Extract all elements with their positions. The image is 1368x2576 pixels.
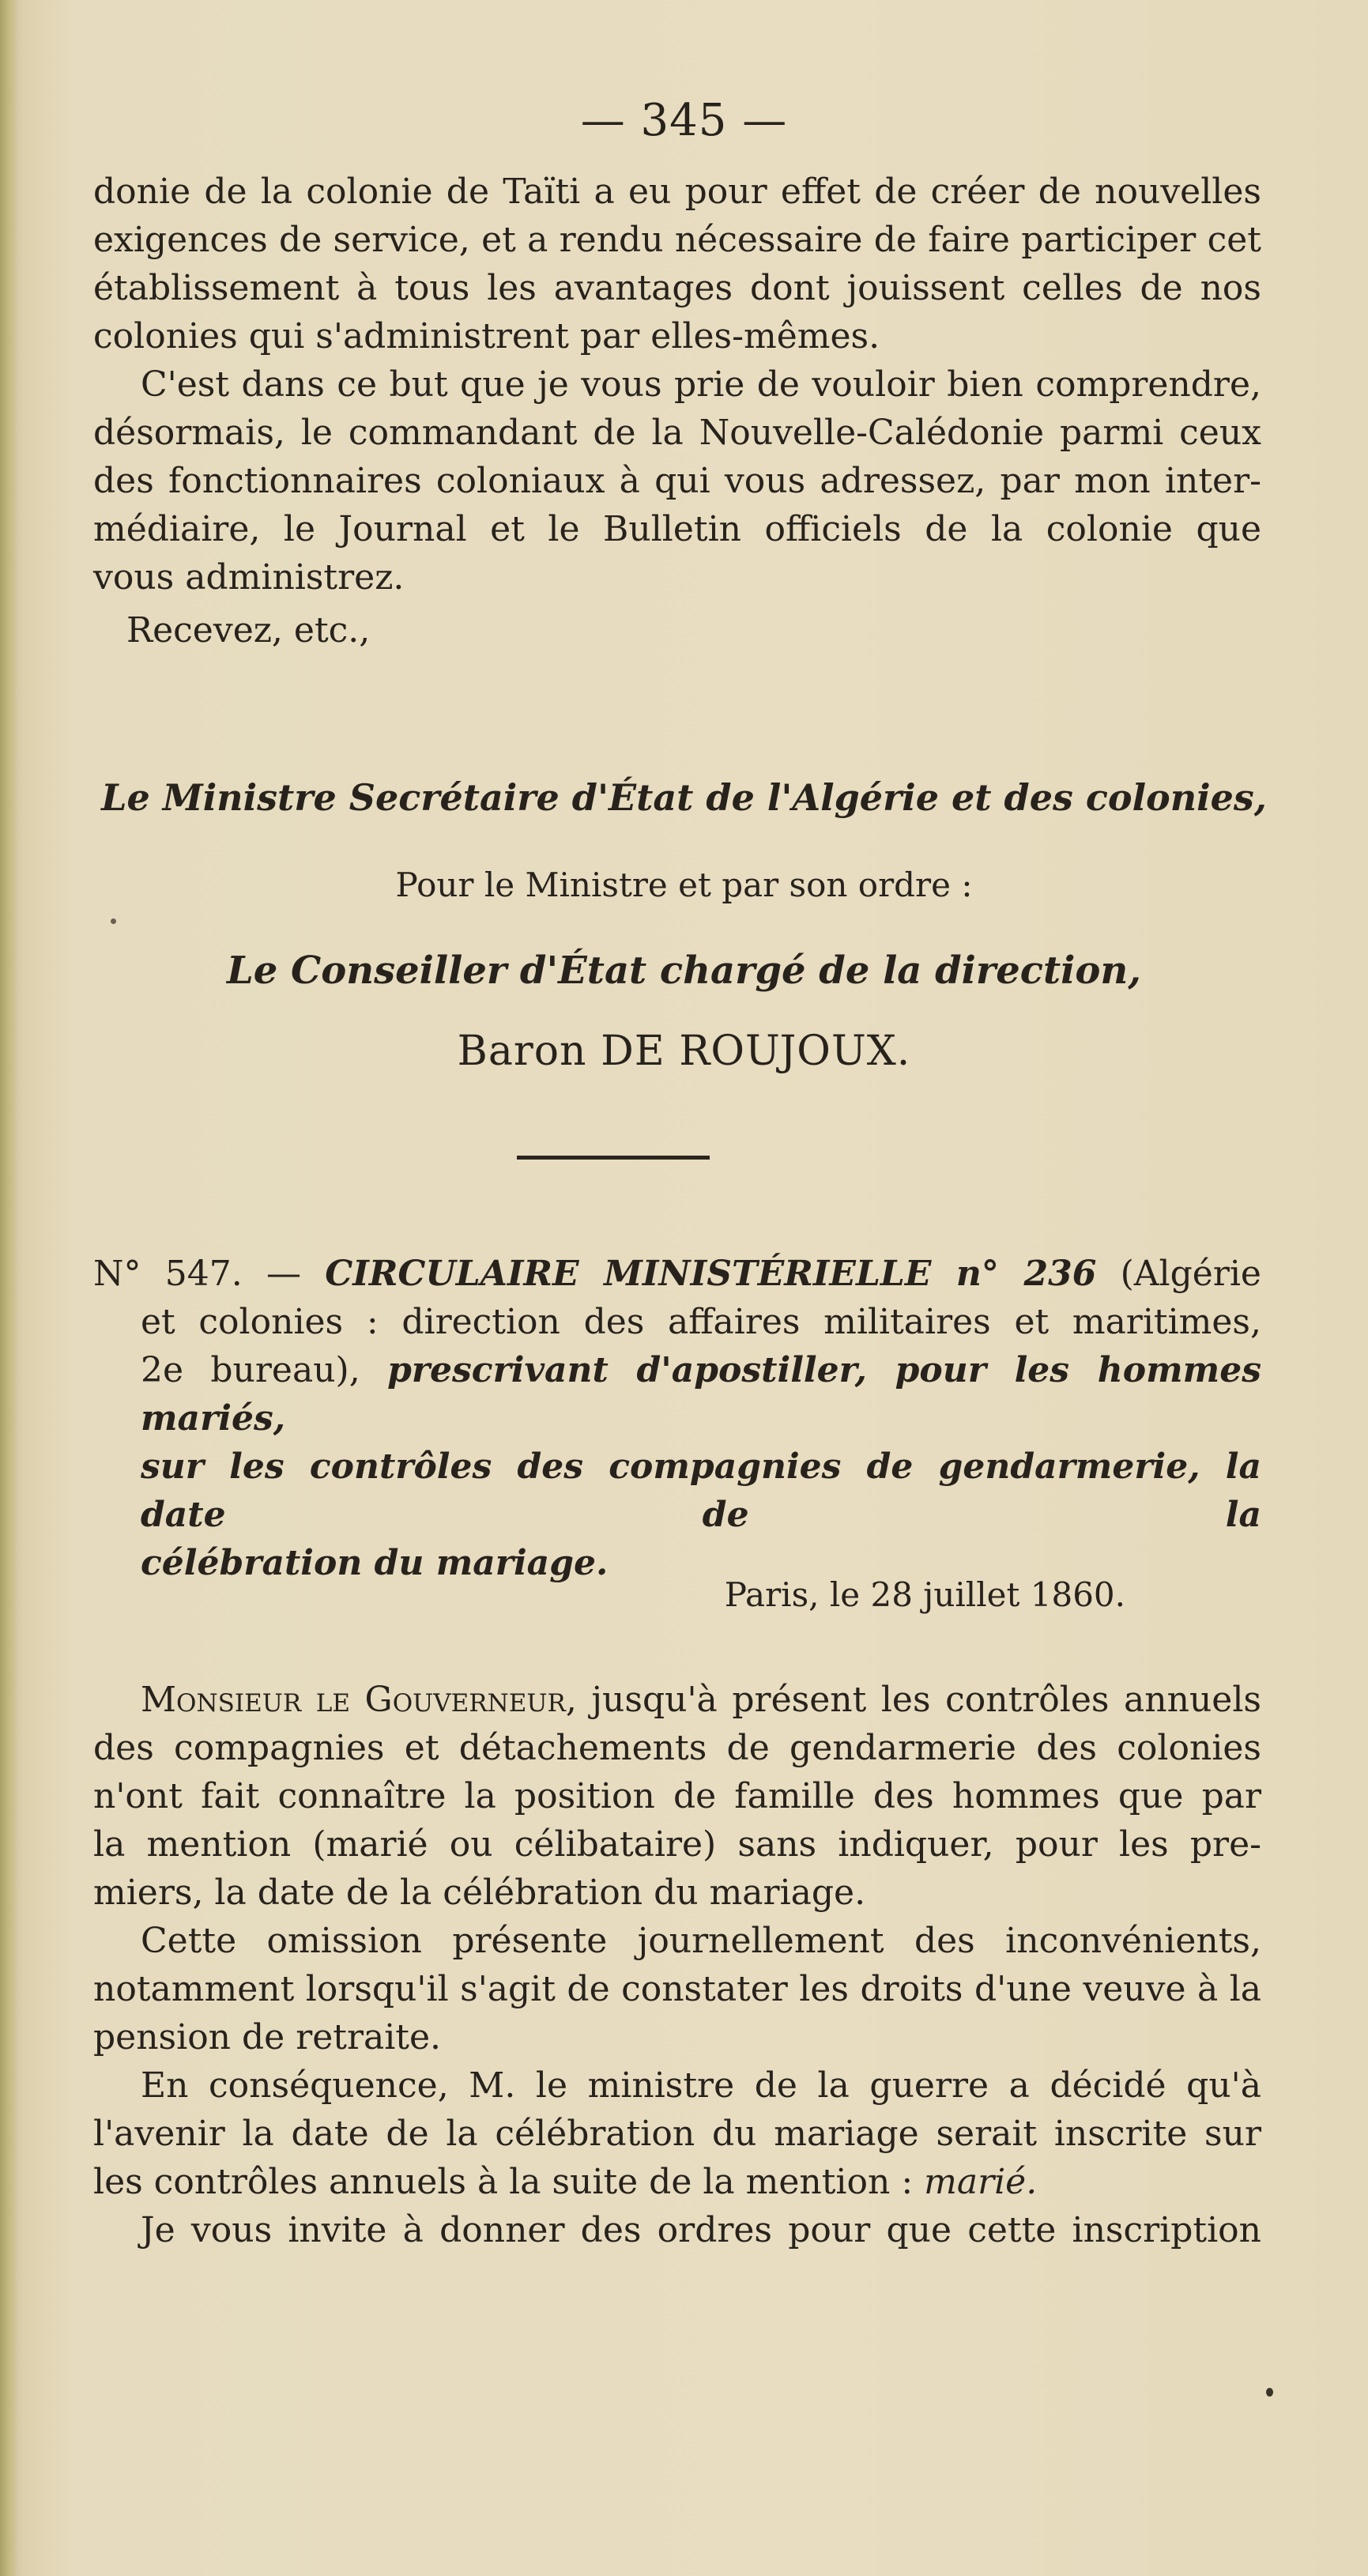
text-line: désormais, le commandant de la Nouvelle-Calédonie parmi ceux [93,413,1261,453]
text-line: pension de retraite. [93,2017,441,2057]
text-line: C'est dans ce but que je vous prie de vouloir bien comprendre, [141,364,1261,405]
text-line: des compagnies et détachements de gendarmerie des colonies [93,1728,1261,1768]
circular-description: prescrivant d'apostiller, pour les hommes mariés, [141,1350,1261,1439]
page-spine-edge [0,0,17,2576]
text-line: En conséquence, M. le ministre de la guerre a décidé qu'à [141,2065,1261,2106]
text-line: exigences de service, et a rendu nécessaire de faire participer cet [93,220,1261,260]
ink-speck [1266,2388,1273,2397]
text-run: jusqu'à présent les contrôles annuels [576,1680,1261,1720]
dateline: Paris, le 28 juillet 1860. [724,1575,1125,1614]
ink-speck [111,918,116,924]
signature-title: Le Conseiller d'État chargé de la direction, [227,949,1141,993]
text-line: colonies qui s'administrent par elles-mêmes. [93,316,880,356]
signature-minister: Le Ministre Secrétaire d'État de l'Algérie et des colonies, [101,776,1267,819]
text-line: établissement à tous les avantages dont jouissent celles de nos [93,268,1261,308]
text-line: donie de la colonie de Taïti a eu pour effet de créer de nouvelles [93,172,1261,212]
signature-order: Pour le Ministre et par son ordre : [395,866,973,904]
text-run-italic: marié. [924,2162,1038,2202]
text-line: Cette omission présente journellement des inconvénients, [141,1921,1261,1961]
text-line: célébration du mariage. [141,1543,609,1583]
text-line: Je vous invite à donner des ordres pour que cette inscription [141,2210,1261,2250]
closing-formula: Recevez, etc., [126,610,371,651]
circular-bureau: 2e bureau), [141,1350,360,1390]
text-run: les contrôles annuels à la suite de la mention : [93,2162,925,2202]
text-line: et colonies : direction des affaires militaires et maritimes, [141,1302,1261,1342]
text-line: vous administrez. [93,557,405,598]
circular-heading [93,1250,1261,1587]
page-number: — 345 — [580,95,788,146]
text-line: sur les contrôles des compagnies de gendarmerie, la date de la [141,1446,1261,1535]
text-line [93,2158,1261,2206]
paragraph-request [93,360,1261,602]
text-line [93,1250,1261,1298]
salutation: Monsieur le Gouverneur, [141,1680,577,1720]
paragraph-continuation [93,168,1261,360]
text-line: la mention (marié ou célibataire) sans indiquer, pour les pre- [93,1824,1261,1865]
circular-paren: (Algérie [1120,1254,1261,1294]
circular-title: CIRCULAIRE MINISTÉRIELLE n° 236 [325,1254,1097,1294]
text-line: médiaire, le Journal et le Bulletin officiels de la colonie que [93,509,1261,549]
text-line: n'ont fait connaître la position de famille des hommes que par [93,1776,1261,1816]
text-line [93,1676,1261,1724]
letter-body [93,1676,1261,2254]
circular-number: N° 547. — [93,1254,301,1294]
signature-name: Baron DE ROUJOUX. [457,1028,911,1075]
text-line: miers, la date de la célébration du mariage. [93,1873,866,1913]
text-line: l'avenir la date de la célébration du mariage serait inscrite sur [93,2114,1261,2154]
section-divider [517,1156,710,1160]
text-line: des fonctionnaires coloniaux à qui vous adressez, par mon inter- [93,461,1261,501]
text-line: notamment lorsqu'il s'agit de constater les droits d'une veuve à la [93,1969,1261,2009]
text-line [93,1346,1261,1443]
